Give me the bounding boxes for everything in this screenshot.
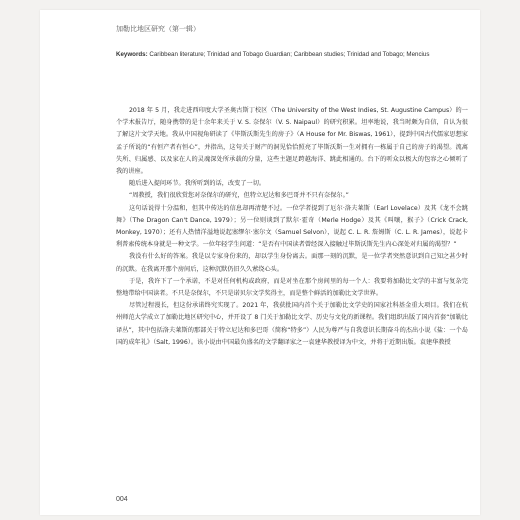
paragraph: 我没有什么好的答案。我是以专家身份来的，却以学生身份离去。面那一刻的沉默，是一位学者突然意识到自己知之甚少时的沉默。在我离开那个房间后，这种沉默仍旧久久萦绕心头。 <box>116 253 468 273</box>
page-number: 004 <box>116 496 128 503</box>
paragraph: “周教授，我们很欣赏您对奈保尔的研究，但特立尼达和多巴哥并不只有奈保尔。” <box>129 192 349 200</box>
paragraph: 这句话说得十分温和，但其中传达的信息却再清楚不过。一位学者提到了厄尔·洛夫莱斯（Earl Lovelace）及其《龙不会跳舞》（The Dragon Can't Dance, 1979）；另一位则谈到了默尔·霍奇（Merle Hodge）及其《叫嚷，猴子》（Crick Crack, Monkey, 1970）；还有人热情洋溢地说起塞缪尔·塞尔文（Samuel Selvon），说起 C. L. R. 詹姆斯（C. L. R. James），说起卡利普索传统本身就是一种文学。一位年轻学生问道：“是否有中国读者曾经深入接触过毕斯沃斯先生内心深处对归属的渴望？” <box>116 204 468 249</box>
paragraph: 随后进入提问环节。我所听到的话，改变了一切。 <box>129 180 266 188</box>
paragraph: 于是，我许下了一个承诺，不是对任何机构或政府，而是对坐在那个房间里的每一个人：我要将加勒比文学的丰富与复杂完整地带给中国读者。不只是奈保尔，不只是诺贝尔文学奖得主，而是整个鲜活的加勒比文学世界。 <box>116 277 468 298</box>
body-text <box>116 105 468 349</box>
keywords-text: Caribbean literature; Trinidad and Tobago Guardian; Caribbean studies; Trinidad and Tobago; Mencius <box>147 51 430 58</box>
paragraph: 2018 年 5 月，我走进西印度大学圣奥古斯丁校区（The University of the West Indies, St. Augustine Campus）的一个学术报告厅，随身携带的是十余年来关于 V. S. 奈保尔（V. S. Naipaul）的研究积累。坦率地说，我当时颇为自信，自认为很了解这片文学天地。我从中国视角研读了《毕斯沃斯先生的房子》（A House for Mr. Biswas, 1961），提到中国古代儒家思想家孟子所说的“有恒产者有恒心”，并指出，这句关于财产的洞见恰恰照亮了毕斯沃斯一生对拥有一栋属于自己的房子的渴望。流离失所、归属感、以及家在人的灵魂深处所承载的分量，这些主题足跨越海洋、跳此相通的。台下的听众以极大的包容之心倾听了我的讲座。 <box>116 107 468 176</box>
paragraph: 尽管过程漫长，但这份承诺终究实现了。2021 年，我获批国内首个关于加勒比文学史的国家社科基金重大项目。我们在杭州师范大学成立了加勒比地区研究中心，并开设了 8 门关于加勒比文学、历史与文化的新课程。我们组织出版了国内首套“加勒比译丛”，其中包括洛夫莱斯的那部关于特立尼达和多巴哥（简称“特多”）人民为尊严与自我意识长期奋斗的杰出小说《盐：一个岛国的成年礼》（Salt, 1996）。该小说由中国最负盛名的文学翻译家之一袁建华教授译为中文，并将于近期出版。袁建华教授 <box>116 302 468 346</box>
running-head: 加勒比地区研究（第一辑） <box>116 25 200 33</box>
keywords-label: Keywords: <box>116 51 148 58</box>
book-page <box>40 10 480 515</box>
keywords <box>116 50 468 60</box>
